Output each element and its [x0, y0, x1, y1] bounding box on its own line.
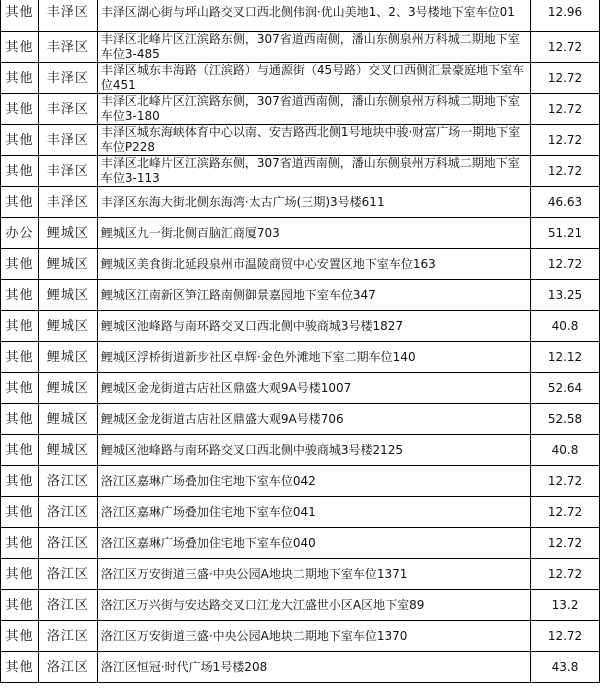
address-cell: 洛江区恒冠·时代广场1号楼208 — [97, 652, 530, 683]
district-cell: 丰泽区 — [38, 32, 97, 63]
district-cell: 洛江区 — [38, 559, 97, 590]
address-cell: 丰泽区城东丰海路（江滨路）与通源街（45号路）交叉口西侧汇景豪庭地下室车位451 — [97, 63, 530, 94]
property-type-cell: 其他 — [1, 187, 39, 218]
address-cell: 丰泽区北峰片区江滨路东侧，307省道西南侧，潘山东侧泉州万科城二期地下室车位3-180 — [97, 94, 530, 125]
area-cell: 12.72 — [531, 94, 600, 125]
table-row — [1, 404, 600, 435]
table-row — [1, 156, 600, 187]
area-cell: 52.58 — [531, 404, 600, 435]
district-cell: 鲤城区 — [38, 218, 97, 249]
property-type-cell: 其他 — [1, 94, 39, 125]
table-row — [1, 218, 600, 249]
address-cell: 洛江区嘉琳广场叠加住宅地下室车位040 — [97, 528, 530, 559]
table-row — [1, 32, 600, 63]
area-cell: 51.21 — [531, 218, 600, 249]
area-cell: 12.72 — [531, 249, 600, 280]
district-cell: 丰泽区 — [38, 63, 97, 94]
property-type-cell: 其他 — [1, 621, 39, 652]
property-type-cell: 其他 — [1, 590, 39, 621]
property-type-cell: 其他 — [1, 249, 39, 280]
district-cell: 丰泽区 — [38, 0, 97, 32]
property-type-cell: 其他 — [1, 32, 39, 63]
area-cell: 12.72 — [531, 621, 600, 652]
property-type-cell: 其他 — [1, 497, 39, 528]
district-cell: 鲤城区 — [38, 404, 97, 435]
table-row — [1, 0, 600, 32]
table-row — [1, 559, 600, 590]
area-cell: 12.96 — [531, 0, 600, 32]
table-row — [1, 435, 600, 466]
address-cell: 鲤城区池峰路与南环路交叉口西北侧中骏商城3号楼1827 — [97, 311, 530, 342]
area-cell: 12.72 — [531, 32, 600, 63]
area-cell: 40.8 — [531, 435, 600, 466]
area-cell: 12.72 — [531, 497, 600, 528]
address-cell: 丰泽区东海大街北侧东海湾·太古广场(三期)3号楼611 — [97, 187, 530, 218]
district-cell: 丰泽区 — [38, 125, 97, 156]
area-cell: 12.72 — [531, 63, 600, 94]
district-cell: 丰泽区 — [38, 94, 97, 125]
property-type-cell: 其他 — [1, 156, 39, 187]
district-cell: 洛江区 — [38, 590, 97, 621]
address-cell: 鲤城区金龙街道古店社区鼎盛大观9A号楼1007 — [97, 373, 530, 404]
table-row — [1, 280, 600, 311]
area-cell: 46.63 — [531, 187, 600, 218]
property-type-cell: 其他 — [1, 280, 39, 311]
area-cell: 13.2 — [531, 590, 600, 621]
district-cell: 鲤城区 — [38, 280, 97, 311]
table-row — [1, 63, 600, 94]
district-cell: 洛江区 — [38, 652, 97, 683]
property-type-cell: 其他 — [1, 373, 39, 404]
property-type-cell: 其他 — [1, 404, 39, 435]
property-type-cell: 其他 — [1, 466, 39, 497]
address-cell: 丰泽区北峰片区江滨路东侧，307省道西南侧，潘山东侧泉州万科城二期地下室车位3-113 — [97, 156, 530, 187]
area-cell: 12.72 — [531, 466, 600, 497]
district-cell: 洛江区 — [38, 528, 97, 559]
table-row — [1, 249, 600, 280]
district-cell: 鲤城区 — [38, 249, 97, 280]
table-row — [1, 125, 600, 156]
district-cell: 洛江区 — [38, 466, 97, 497]
district-cell: 丰泽区 — [38, 187, 97, 218]
area-cell: 52.64 — [531, 373, 600, 404]
address-cell: 洛江区嘉琳广场叠加住宅地下室车位041 — [97, 497, 530, 528]
address-cell: 鲤城区美食街北延段泉州市温陵商贸中心安置区地下室车位163 — [97, 249, 530, 280]
address-cell: 鲤城区浮桥街道新步社区卓辉·金色外滩地下室二期车位140 — [97, 342, 530, 373]
district-cell: 洛江区 — [38, 621, 97, 652]
address-cell: 洛江区万安街道三盛·中央公园A地块二期地下室车位1371 — [97, 559, 530, 590]
table-row — [1, 497, 600, 528]
property-type-cell: 办公 — [1, 218, 39, 249]
address-cell: 鲤城区九一街北侧百脑汇商厦703 — [97, 218, 530, 249]
property-type-cell: 其他 — [1, 435, 39, 466]
area-cell: 12.72 — [531, 156, 600, 187]
table-row — [1, 621, 600, 652]
property-type-cell: 其他 — [1, 528, 39, 559]
address-cell: 鲤城区江南新区笋江路南侧御景嘉园地下室车位347 — [97, 280, 530, 311]
property-type-cell: 其他 — [1, 342, 39, 373]
address-cell: 鲤城区池峰路与南环路交叉口西北侧中骏商城3号楼2125 — [97, 435, 530, 466]
table-row — [1, 311, 600, 342]
area-cell: 43.8 — [531, 652, 600, 683]
property-type-cell: 其他 — [1, 0, 39, 32]
address-cell: 洛江区万安街道三盛·中央公园A地块二期地下室车位1370 — [97, 621, 530, 652]
district-cell: 鲤城区 — [38, 342, 97, 373]
table-row — [1, 94, 600, 125]
table-row — [1, 466, 600, 497]
area-cell: 40.8 — [531, 311, 600, 342]
area-cell: 13.25 — [531, 280, 600, 311]
address-cell: 丰泽区湖心街与坪山路交叉口西北侧伟润·优山美地1、2、3号楼地下室车位01 — [97, 0, 530, 32]
table-row — [1, 528, 600, 559]
district-cell: 鲤城区 — [38, 435, 97, 466]
address-cell: 洛江区嘉琳广场叠加住宅地下室车位042 — [97, 466, 530, 497]
table-row — [1, 652, 600, 683]
area-cell: 12.72 — [531, 559, 600, 590]
table-row — [1, 187, 600, 218]
property-type-cell: 其他 — [1, 311, 39, 342]
address-cell: 洛江区万兴街与安达路交叉口江龙大江盛世小区A区地下室89 — [97, 590, 530, 621]
property-type-cell: 其他 — [1, 652, 39, 683]
property-type-cell: 其他 — [1, 125, 39, 156]
address-cell: 丰泽区北峰片区江滨路东侧，307省道西南侧，潘山东侧泉州万科城二期地下室车位3-485 — [97, 32, 530, 63]
district-cell: 鲤城区 — [38, 373, 97, 404]
table-body — [1, 0, 600, 683]
district-cell: 洛江区 — [38, 497, 97, 528]
area-cell: 12.12 — [531, 342, 600, 373]
table-row — [1, 342, 600, 373]
area-cell: 12.72 — [531, 125, 600, 156]
address-cell: 丰泽区城东海峡体育中心以南、安吉路西北侧1号地块中骏·财富广场一期地下室车位P228 — [97, 125, 530, 156]
table-row — [1, 373, 600, 404]
property-type-cell: 其他 — [1, 63, 39, 94]
district-cell: 鲤城区 — [38, 311, 97, 342]
district-cell: 丰泽区 — [38, 156, 97, 187]
property-type-cell: 其他 — [1, 559, 39, 590]
area-cell: 12.72 — [531, 528, 600, 559]
table-row — [1, 590, 600, 621]
address-cell: 鲤城区金龙街道古店社区鼎盛大观9A号楼706 — [97, 404, 530, 435]
